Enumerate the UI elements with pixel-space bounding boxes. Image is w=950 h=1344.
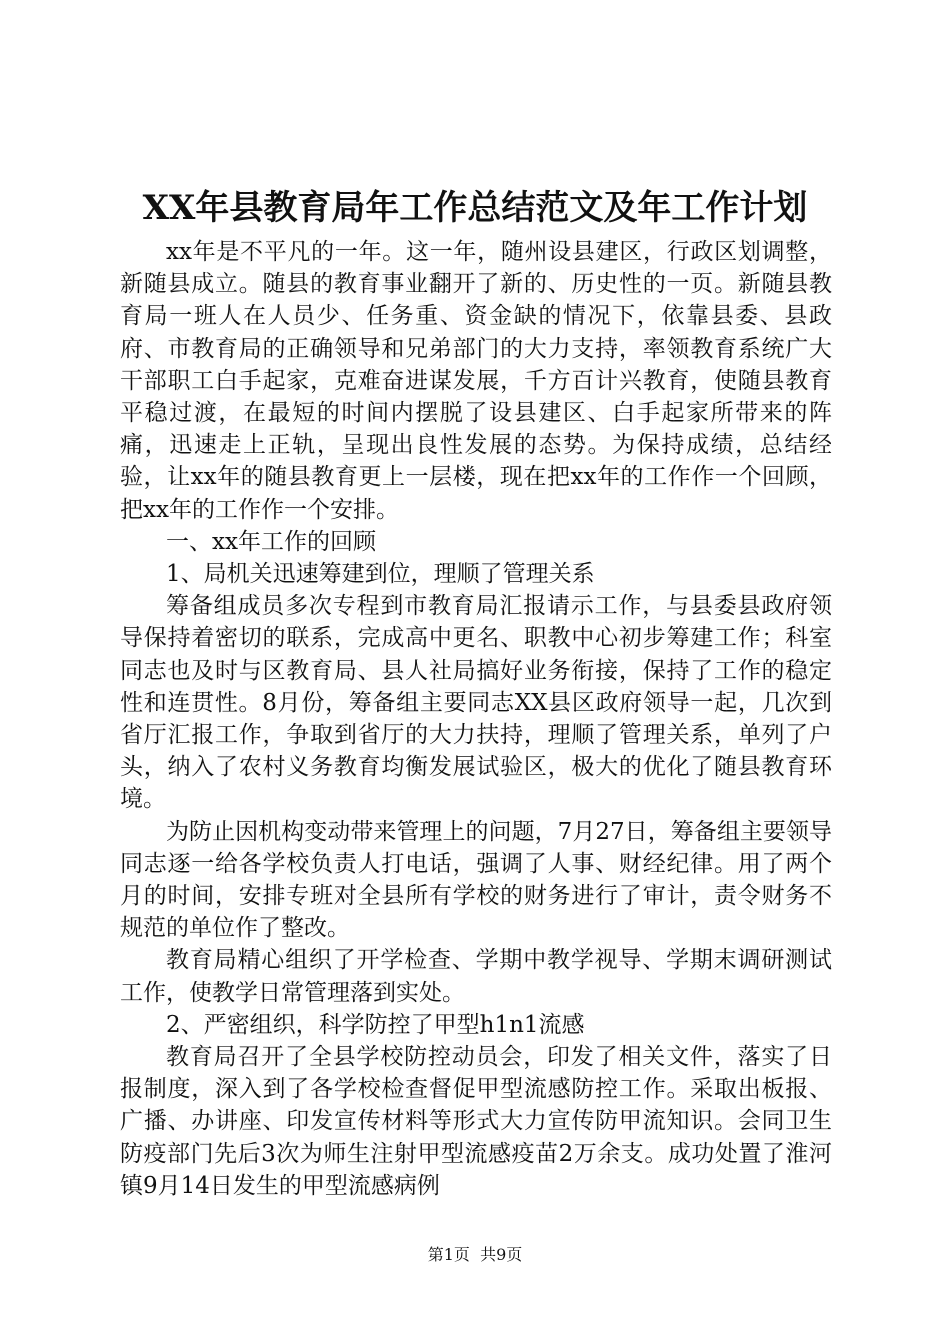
paragraph-flu: 教育局召开了全县学校防控动员会，印发了相关文件，落实了日报制度，深入到了各学校检查督促甲型流感防控工作。采取出板报、广播、办讲座、印发宣传材料等形式大力宣传防甲流知识。会同卫生防疫部门先后3次为师生注射甲型流感疫苗2万余支。成功处置了淮河镇9月14日发生的甲型流感病例 [120, 1044, 832, 1199]
page-footer: 第1页 共9页 [427, 1245, 523, 1264]
paragraph-intro: xx年是不平凡的一年。这一年，随州设县建区，行政区划调整，新随县成立。随县的教育事业翻开了新的、历史性的一页。新随县教育局一班人在人员少、任务重、资金缺的情况下，依靠县委、县政府、市教育局的正确领导和兄弟部门的大力支持，率领教育系统广大干部职工白手起家，克难奋进谋发展，千方百计兴教育，使随县教育平稳过渡，在最短的时间内摆脱了设县建区、白手起家所带来的阵痛，迅速走上正轨，呈现出良性发展的态势。为保持成绩，总结经验，让xx年的随县教育更上一层楼，现在把xx年的工作作一个回顾，把xx年的工作作一个安排。 [120, 239, 832, 523]
paragraph-preparation: 筹备组成员多次专程到市教育局汇报请示工作，与县委县政府领导保持着密切的联系，完成高中更名、职教中心初步筹建工作；科室同志也及时与区教育局、县人社局搞好业务衔接，保持了工作的稳定性和连贯性。8月份，筹备组主要同志XX县区政府领导一起，几次到省厅汇报工作，争取到省厅的大力扶持，理顺了管理关系，单列了户头，纳入了农村义务教育均衡发展试验区，极大的优化了随县教育环境。 [120, 593, 832, 813]
paragraph-discipline: 为防止因机构变动带来管理上的问题，7月27日，筹备组主要领导同志逐一给各学校负责人打电话，强调了人事、财经纪律。用了两个月的时间，安排专班对全县所有学校的财务进行了审计，责令财务不规范的单位作了整改。 [120, 818, 832, 942]
subheading-1: 1、局机关迅速筹建到位，理顺了管理关系 [166, 561, 595, 588]
paragraph-teaching: 教育局精心组织了开学检查、学期中教学视导、学期末调研测试工作，使教学日常管理落到实处。 [120, 947, 832, 1006]
heading-review: 一、xx年工作的回顾 [166, 528, 376, 555]
subheading-2: 2、严密组织，科学防控了甲型h1n1流感 [166, 1011, 585, 1038]
document-body [120, 236, 832, 1202]
document-title: XX年县教育局年工作总结范文及年工作计划 [142, 188, 808, 228]
